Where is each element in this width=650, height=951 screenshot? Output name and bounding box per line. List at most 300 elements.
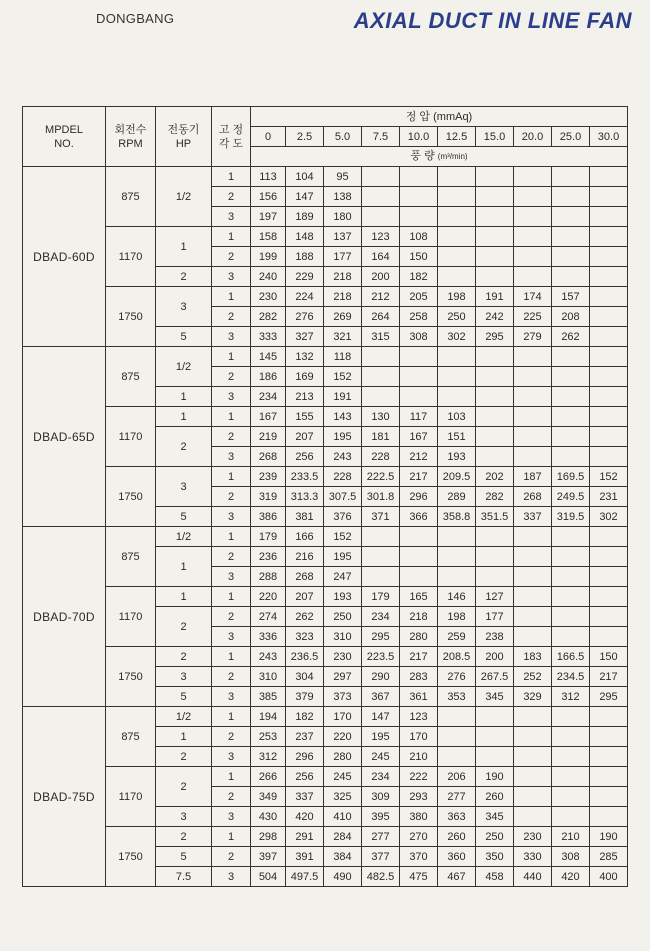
airflow-label: 풍 량: [410, 150, 435, 162]
airflow-value-cell: 155: [286, 407, 324, 427]
airflow-value-cell: [514, 407, 552, 427]
pressure-column-header: 5.0: [324, 127, 362, 147]
airflow-value-cell: [590, 427, 628, 447]
airflow-value-cell: 253: [251, 727, 286, 747]
airflow-value-cell: [476, 527, 514, 547]
airflow-value-cell: 239: [251, 467, 286, 487]
airflow-value-cell: [514, 267, 552, 287]
airflow-value-cell: 371: [362, 507, 400, 527]
airflow-value-cell: 295: [362, 627, 400, 647]
airflow-value-cell: 245: [362, 747, 400, 767]
airflow-value-cell: 158: [251, 227, 286, 247]
blade-angle-cell: 1: [212, 527, 251, 547]
airflow-value-cell: 222: [400, 767, 438, 787]
airflow-value-cell: 302: [438, 327, 476, 347]
airflow-value-cell: 169: [286, 367, 324, 387]
airflow-value-cell: [362, 387, 400, 407]
airflow-value-cell: 282: [251, 307, 286, 327]
airflow-value-cell: 256: [286, 447, 324, 467]
airflow-value-cell: 260: [438, 827, 476, 847]
airflow-value-cell: [590, 367, 628, 387]
blade-angle-cell: 3: [212, 507, 251, 527]
blade-angle-cell: 3: [212, 567, 251, 587]
blade-header-line1: 고 정: [218, 123, 244, 136]
hp-cell: 3: [156, 807, 212, 827]
airflow-value-cell: 198: [438, 607, 476, 627]
airflow-value-cell: 189: [286, 207, 324, 227]
static-pressure-header: 정 압 (mmAq): [251, 107, 628, 127]
airflow-value-cell: 117: [400, 407, 438, 427]
airflow-value-cell: 146: [438, 587, 476, 607]
airflow-value-cell: [552, 427, 590, 447]
model-cell: DBAD-75D: [23, 707, 106, 887]
airflow-value-cell: 150: [590, 647, 628, 667]
airflow-value-cell: [552, 627, 590, 647]
airflow-value-cell: [362, 207, 400, 227]
airflow-value-cell: 268: [251, 447, 286, 467]
airflow-value-cell: [362, 547, 400, 567]
airflow-value-cell: 237: [286, 727, 324, 747]
blade-angle-cell: 3: [212, 687, 251, 707]
airflow-value-cell: [514, 527, 552, 547]
airflow-value-cell: [362, 567, 400, 587]
hp-cell: 2: [156, 767, 212, 807]
table-row: [23, 347, 628, 367]
airflow-value-cell: [514, 187, 552, 207]
airflow-unit: (m³/min): [437, 152, 468, 161]
airflow-value-cell: [476, 567, 514, 587]
airflow-value-cell: 198: [438, 287, 476, 307]
hp-header-line2: HP: [175, 137, 192, 150]
airflow-value-cell: 400: [590, 867, 628, 887]
airflow-value-cell: 280: [400, 627, 438, 647]
airflow-value-cell: [514, 707, 552, 727]
rpm-cell: 1750: [106, 827, 156, 887]
hp-cell: 2: [156, 647, 212, 667]
airflow-value-cell: 166: [286, 527, 324, 547]
table-header: [23, 107, 628, 167]
airflow-value-cell: 183: [514, 647, 552, 667]
airflow-value-cell: 312: [552, 687, 590, 707]
airflow-header: [251, 147, 628, 167]
airflow-value-cell: 152: [590, 467, 628, 487]
airflow-value-cell: 234: [362, 607, 400, 627]
airflow-value-cell: 296: [286, 747, 324, 767]
airflow-value-cell: 264: [362, 307, 400, 327]
airflow-value-cell: 308: [552, 847, 590, 867]
airflow-value-cell: 186: [251, 367, 286, 387]
airflow-value-cell: [552, 607, 590, 627]
airflow-value-cell: 236: [251, 547, 286, 567]
airflow-value-cell: [552, 367, 590, 387]
airflow-value-cell: 234: [251, 387, 286, 407]
rpm-cell: 1750: [106, 287, 156, 347]
airflow-value-cell: 266: [251, 767, 286, 787]
airflow-value-cell: [438, 527, 476, 547]
airflow-value-cell: 181: [362, 427, 400, 447]
airflow-value-cell: [476, 707, 514, 727]
airflow-value-cell: [552, 747, 590, 767]
airflow-value-cell: [476, 727, 514, 747]
pressure-column-header: 7.5: [362, 127, 400, 147]
airflow-value-cell: [400, 207, 438, 227]
airflow-value-cell: [400, 387, 438, 407]
hp-cell: 1: [156, 547, 212, 587]
airflow-value-cell: 277: [362, 827, 400, 847]
airflow-value-cell: [476, 187, 514, 207]
airflow-value-cell: 218: [400, 607, 438, 627]
airflow-value-cell: 220: [251, 587, 286, 607]
airflow-value-cell: 220: [324, 727, 362, 747]
rpm-cell: 875: [106, 527, 156, 587]
airflow-value-cell: [590, 407, 628, 427]
hp-cell: 1: [156, 227, 212, 267]
rpm-cell: 1170: [106, 407, 156, 467]
pressure-column-header: 15.0: [476, 127, 514, 147]
airflow-value-cell: 167: [400, 427, 438, 447]
airflow-value-cell: [438, 207, 476, 227]
airflow-value-cell: 353: [438, 687, 476, 707]
hp-cell: 3: [156, 667, 212, 687]
airflow-value-cell: 291: [286, 827, 324, 847]
airflow-value-cell: 123: [400, 707, 438, 727]
airflow-value-cell: 420: [552, 867, 590, 887]
airflow-value-cell: 187: [514, 467, 552, 487]
airflow-value-cell: [438, 567, 476, 587]
airflow-value-cell: [438, 347, 476, 367]
table-row: [23, 647, 628, 667]
airflow-value-cell: 288: [251, 567, 286, 587]
airflow-value-cell: 336: [251, 627, 286, 647]
airflow-value-cell: 351.5: [476, 507, 514, 527]
airflow-value-cell: 222.5: [362, 467, 400, 487]
airflow-value-cell: [552, 387, 590, 407]
blade-angle-cell: 2: [212, 187, 251, 207]
airflow-value-cell: [438, 187, 476, 207]
airflow-value-cell: 377: [362, 847, 400, 867]
airflow-value-cell: 283: [400, 667, 438, 687]
hp-cell: 3: [156, 287, 212, 327]
airflow-value-cell: 123: [362, 227, 400, 247]
airflow-value-cell: 325: [324, 787, 362, 807]
airflow-value-cell: 228: [324, 467, 362, 487]
hp-cell: 7.5: [156, 867, 212, 887]
hp-header-line1: 전동기: [167, 123, 200, 136]
blade-angle-cell: 2: [212, 367, 251, 387]
airflow-value-cell: [514, 767, 552, 787]
blade-angle-cell: 3: [212, 627, 251, 647]
blade-angle-cell: 3: [212, 207, 251, 227]
airflow-value-cell: [400, 187, 438, 207]
airflow-value-cell: [438, 367, 476, 387]
airflow-value-cell: 304: [286, 667, 324, 687]
airflow-value-cell: 219: [251, 427, 286, 447]
hp-cell: 1: [156, 407, 212, 427]
blade-angle-cell: 2: [212, 547, 251, 567]
airflow-value-cell: 152: [324, 367, 362, 387]
airflow-value-cell: 218: [324, 287, 362, 307]
airflow-value-cell: [362, 367, 400, 387]
airflow-value-cell: 217: [590, 667, 628, 687]
airflow-value-cell: [514, 627, 552, 647]
airflow-value-cell: 297: [324, 667, 362, 687]
airflow-value-cell: [400, 547, 438, 567]
airflow-value-cell: [400, 347, 438, 367]
airflow-value-cell: 229: [286, 267, 324, 287]
airflow-value-cell: 386: [251, 507, 286, 527]
pressure-column-header: 10.0: [400, 127, 438, 147]
airflow-value-cell: 207: [286, 587, 324, 607]
airflow-value-cell: 250: [476, 827, 514, 847]
airflow-value-cell: 104: [286, 167, 324, 187]
airflow-value-cell: [552, 407, 590, 427]
airflow-value-cell: [552, 527, 590, 547]
airflow-value-cell: [438, 727, 476, 747]
airflow-value-cell: 249.5: [552, 487, 590, 507]
airflow-value-cell: 268: [286, 567, 324, 587]
airflow-value-cell: [514, 727, 552, 747]
blade-angle-cell: 1: [212, 707, 251, 727]
airflow-value-cell: 259: [438, 627, 476, 647]
blade-angle-cell: 3: [212, 747, 251, 767]
airflow-value-cell: [438, 167, 476, 187]
airflow-value-cell: [552, 807, 590, 827]
airflow-value-cell: 250: [324, 607, 362, 627]
model-cell: DBAD-60D: [23, 167, 106, 347]
fan-performance-table: [22, 106, 628, 887]
airflow-value-cell: 245: [324, 767, 362, 787]
airflow-value-cell: 225: [514, 307, 552, 327]
airflow-value-cell: 329: [514, 687, 552, 707]
airflow-value-cell: 190: [590, 827, 628, 847]
airflow-value-cell: 247: [324, 567, 362, 587]
airflow-value-cell: [590, 287, 628, 307]
airflow-value-cell: 210: [552, 827, 590, 847]
hp-cell: 2: [156, 427, 212, 467]
blade-angle-cell: 3: [212, 447, 251, 467]
table-body: [23, 167, 628, 887]
table-row: [23, 167, 628, 187]
airflow-value-cell: 165: [400, 587, 438, 607]
airflow-value-cell: [552, 567, 590, 587]
hp-cell: 1/2: [156, 347, 212, 387]
airflow-value-cell: [514, 227, 552, 247]
airflow-value-cell: [590, 207, 628, 227]
airflow-value-cell: 190: [476, 767, 514, 787]
airflow-value-cell: 151: [438, 427, 476, 447]
airflow-value-cell: 395: [362, 807, 400, 827]
airflow-value-cell: 177: [324, 247, 362, 267]
airflow-value-cell: 167: [251, 407, 286, 427]
hp-cell: 1/2: [156, 167, 212, 227]
blade-angle-cell: 3: [212, 867, 251, 887]
airflow-value-cell: 267.5: [476, 667, 514, 687]
airflow-value-cell: 240: [251, 267, 286, 287]
blade-angle-cell: 1: [212, 467, 251, 487]
airflow-value-cell: [476, 407, 514, 427]
airflow-value-cell: 321: [324, 327, 362, 347]
airflow-value-cell: 270: [400, 827, 438, 847]
rpm-cell: 1170: [106, 227, 156, 287]
airflow-value-cell: 268: [514, 487, 552, 507]
airflow-value-cell: [438, 387, 476, 407]
blade-angle-column-header: [212, 107, 251, 167]
airflow-value-cell: 250: [438, 307, 476, 327]
airflow-value-cell: 262: [286, 607, 324, 627]
page-title: AXIAL DUCT IN LINE FAN: [353, 8, 632, 33]
airflow-value-cell: [590, 807, 628, 827]
airflow-value-cell: [514, 347, 552, 367]
hp-cell: 1: [156, 587, 212, 607]
airflow-value-cell: 200: [362, 267, 400, 287]
airflow-value-cell: [590, 307, 628, 327]
airflow-value-cell: 207: [286, 427, 324, 447]
airflow-value-cell: 169.5: [552, 467, 590, 487]
airflow-value-cell: [552, 187, 590, 207]
blade-angle-cell: 3: [212, 327, 251, 347]
blade-angle-cell: 2: [212, 667, 251, 687]
airflow-value-cell: [552, 707, 590, 727]
airflow-value-cell: 312: [251, 747, 286, 767]
airflow-value-cell: [590, 327, 628, 347]
airflow-value-cell: 327: [286, 327, 324, 347]
airflow-value-cell: [590, 167, 628, 187]
airflow-value-cell: [476, 747, 514, 767]
airflow-value-cell: 262: [552, 327, 590, 347]
hp-column-header: [156, 107, 212, 167]
airflow-value-cell: 152: [324, 527, 362, 547]
airflow-value-cell: 397: [251, 847, 286, 867]
airflow-value-cell: 252: [514, 667, 552, 687]
airflow-value-cell: 188: [286, 247, 324, 267]
airflow-value-cell: [552, 547, 590, 567]
airflow-value-cell: 236.5: [286, 647, 324, 667]
airflow-value-cell: [476, 387, 514, 407]
airflow-value-cell: [552, 767, 590, 787]
airflow-value-cell: 315: [362, 327, 400, 347]
airflow-value-cell: [514, 387, 552, 407]
airflow-value-cell: 420: [286, 807, 324, 827]
airflow-value-cell: [438, 227, 476, 247]
airflow-value-cell: [590, 747, 628, 767]
airflow-value-cell: [590, 547, 628, 567]
airflow-value-cell: [552, 167, 590, 187]
hp-cell: 2: [156, 747, 212, 767]
table-row: [23, 527, 628, 547]
airflow-value-cell: 216: [286, 547, 324, 567]
airflow-value-cell: 285: [590, 847, 628, 867]
airflow-value-cell: 295: [590, 687, 628, 707]
airflow-value-cell: 475: [400, 867, 438, 887]
airflow-value-cell: 143: [324, 407, 362, 427]
airflow-value-cell: 349: [251, 787, 286, 807]
airflow-value-cell: 233.5: [286, 467, 324, 487]
rpm-cell: 1750: [106, 467, 156, 527]
pressure-column-header: 20.0: [514, 127, 552, 147]
airflow-value-cell: [514, 367, 552, 387]
airflow-value-cell: [590, 247, 628, 267]
airflow-value-cell: [514, 427, 552, 447]
rpm-header-line2: RPM: [118, 137, 143, 150]
airflow-value-cell: 108: [400, 227, 438, 247]
airflow-value-cell: 238: [476, 627, 514, 647]
airflow-value-cell: 130: [362, 407, 400, 427]
airflow-value-cell: 224: [286, 287, 324, 307]
airflow-value-cell: 243: [251, 647, 286, 667]
airflow-value-cell: 208: [552, 307, 590, 327]
blade-angle-cell: 1: [212, 347, 251, 367]
blade-angle-cell: 1: [212, 287, 251, 307]
airflow-value-cell: [514, 747, 552, 767]
airflow-value-cell: 195: [324, 427, 362, 447]
airflow-value-cell: [476, 227, 514, 247]
table-row: [23, 227, 628, 247]
airflow-value-cell: 298: [251, 827, 286, 847]
blade-angle-cell: 1: [212, 227, 251, 247]
airflow-value-cell: 260: [476, 787, 514, 807]
airflow-value-cell: 458: [476, 867, 514, 887]
airflow-value-cell: 330: [514, 847, 552, 867]
airflow-value-cell: [476, 247, 514, 267]
airflow-value-cell: 180: [324, 207, 362, 227]
airflow-value-cell: 497.5: [286, 867, 324, 887]
airflow-value-cell: 95: [324, 167, 362, 187]
airflow-value-cell: 230: [251, 287, 286, 307]
airflow-value-cell: 210: [400, 747, 438, 767]
airflow-value-cell: 191: [476, 287, 514, 307]
airflow-value-cell: 360: [438, 847, 476, 867]
airflow-value-cell: [590, 787, 628, 807]
airflow-value-cell: [514, 547, 552, 567]
table-row: [23, 287, 628, 307]
airflow-value-cell: [400, 167, 438, 187]
airflow-value-cell: 345: [476, 687, 514, 707]
airflow-value-cell: 179: [251, 527, 286, 547]
airflow-value-cell: [362, 187, 400, 207]
airflow-value-cell: 310: [324, 627, 362, 647]
airflow-value-cell: [476, 167, 514, 187]
airflow-value-cell: 174: [514, 287, 552, 307]
airflow-value-cell: 282: [476, 487, 514, 507]
blade-angle-cell: 3: [212, 267, 251, 287]
airflow-value-cell: 276: [286, 307, 324, 327]
airflow-value-cell: [438, 247, 476, 267]
blade-angle-cell: 2: [212, 307, 251, 327]
airflow-value-cell: 217: [400, 647, 438, 667]
airflow-value-cell: 118: [324, 347, 362, 367]
airflow-value-cell: 138: [324, 187, 362, 207]
airflow-value-cell: 223.5: [362, 647, 400, 667]
airflow-value-cell: [552, 787, 590, 807]
airflow-value-cell: [590, 627, 628, 647]
airflow-value-cell: 182: [286, 707, 324, 727]
hp-cell: 5: [156, 687, 212, 707]
airflow-value-cell: 504: [251, 867, 286, 887]
airflow-value-cell: [476, 547, 514, 567]
airflow-value-cell: [476, 427, 514, 447]
airflow-value-cell: 209.5: [438, 467, 476, 487]
airflow-value-cell: 156: [251, 187, 286, 207]
airflow-value-cell: [514, 807, 552, 827]
airflow-value-cell: 195: [324, 547, 362, 567]
airflow-value-cell: 113: [251, 167, 286, 187]
airflow-value-cell: [590, 727, 628, 747]
airflow-value-cell: 202: [476, 467, 514, 487]
airflow-value-cell: [438, 707, 476, 727]
model-header-line1: MPDEL: [45, 123, 83, 136]
airflow-value-cell: 381: [286, 507, 324, 527]
airflow-value-cell: 295: [476, 327, 514, 347]
